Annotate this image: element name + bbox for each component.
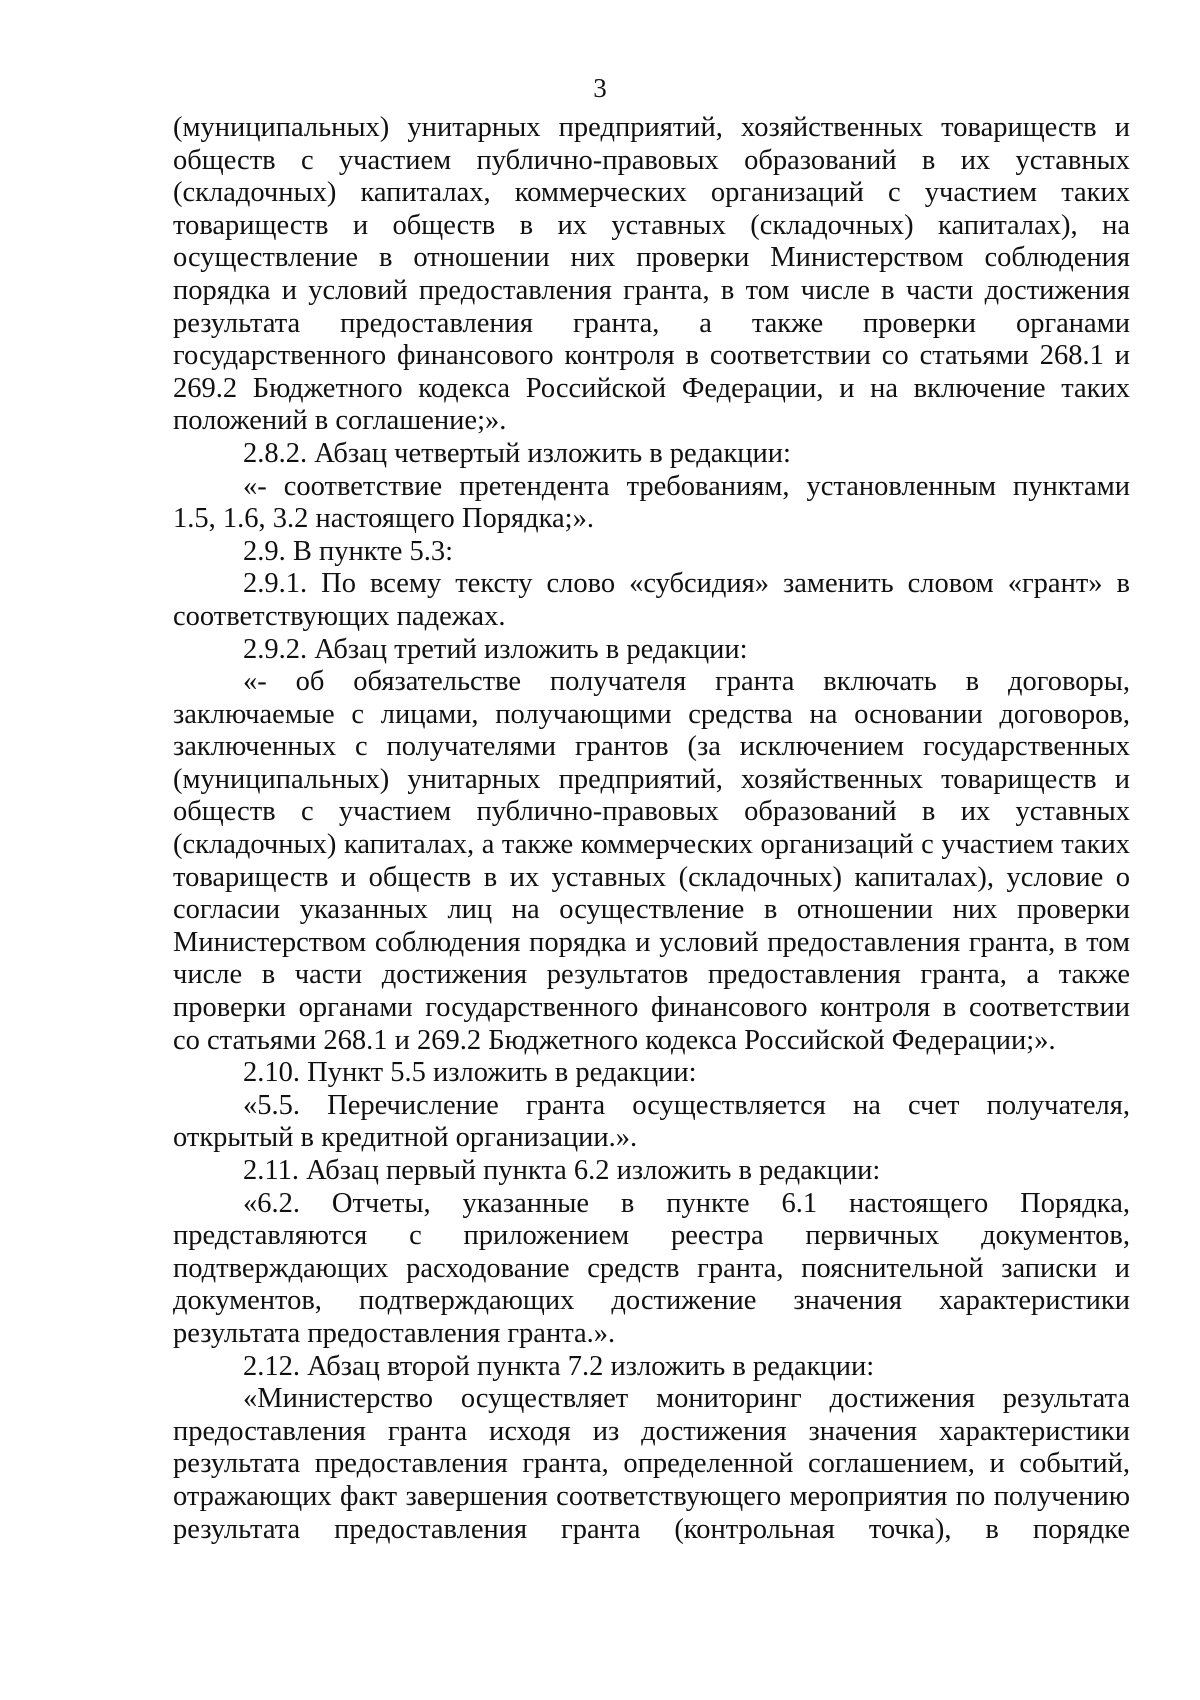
paragraph-2-11: 2.11. Абзац первый пункта 6.2 изложить в редакции: — [243, 1155, 881, 1186]
paragraph-2-9: 2.9. В пункте 5.3: — [243, 535, 454, 567]
document-body — [173, 112, 1130, 1546]
paragraph-2-12: 2.12. Абзац второй пункта 7.2 изложить в редакции: — [243, 1350, 875, 1382]
paragraph-2-9-2: 2.9.2. Абзац третий изложить в редакции: — [243, 633, 748, 665]
paragraph-2-8-2: 2.8.2. Абзац четвертый изложить в редакции: — [243, 437, 791, 469]
paragraph-continuation: (муниципальных) унитарных предприятий, хозяйственных товариществ и обществ с участием публично-правовых образований в их уставных (складочных) капиталах, коммерческих организаций с участием таких товариществ и обществ в их уставных (складочных) капиталах), на осуществление в отношении них проверки Министерством соблюдения порядка и условий предоставления гранта, в том числе в части достижения результата предоставления гранта, а также проверки органами государственного финансового контроля в соответствии со статьями 268.1 и 269.2 Бюджетного кодекса Российской Федерации, и на включение таких положений в соглашение;». — [173, 112, 1130, 437]
paragraph-2-10: 2.10. Пункт 5.5 изложить в редакции: — [243, 1057, 697, 1089]
paragraph-2-9-2-text: «- об обязательстве получателя гранта включать в договоры, заключаемые с лицами, получающими средства на основании договоров, заключенных с получателями грантов (за исключением государственных (муниципальных) унитарных предприятий, хозяйственных товариществ и обществ с участием публично-правовых образований в их уставных (складочных) капиталах, а также коммерческих организаций с участием таких товариществ и обществ в их уставных (складочных) капиталах), условие о согласии указанных лиц на осуществление в отношении них проверки Министерством соблюдения порядка и условий предоставления гранта, в том числе в части достижения результатов предоставления гранта, а также проверки органами государственного финансового контроля в соответствии со статьями 268.1 и 269.2 Бюджетного кодекса Российской Федерации;». — [173, 666, 1130, 1056]
page-number: 3 — [593, 73, 607, 103]
paragraph-2-12-text: «Министерство осуществляет мониторинг достижения результата предоставления гранта исходя из достижения значения характеристики результата предоставления гранта, определенной соглашением, и событий, отражающих факт завершения соответствующего мероприятия по получению результата предоставления гранта (контрольная точка), в порядке — [173, 1383, 1130, 1545]
paragraph-2-9-1: 2.9.1. По всему тексту слово «субсидия» заменить словом «грант» в соответствующих падежах. — [173, 568, 1130, 632]
paragraph-2-8-2-text: «- соответствие претендента требованиям, установленным пунктами 1.5, 1.6, 3.2 настоящего Порядка;». — [173, 470, 1130, 535]
paragraph-2-11-text: «6.2. Отчеты, указанные в пункте 6.1 настоящего Порядка, представляются с приложением реестра первичных документов, подтверждающих расходование средств гранта, пояснительной записки и документов, подтверждающих достижение значения характеристики результата предоставления гранта.». — [173, 1187, 1130, 1349]
paragraph-2-10-text: «5.5. Перечисление гранта осуществляется на счет получателя, открытый в кредитной организации.». — [173, 1089, 1130, 1154]
